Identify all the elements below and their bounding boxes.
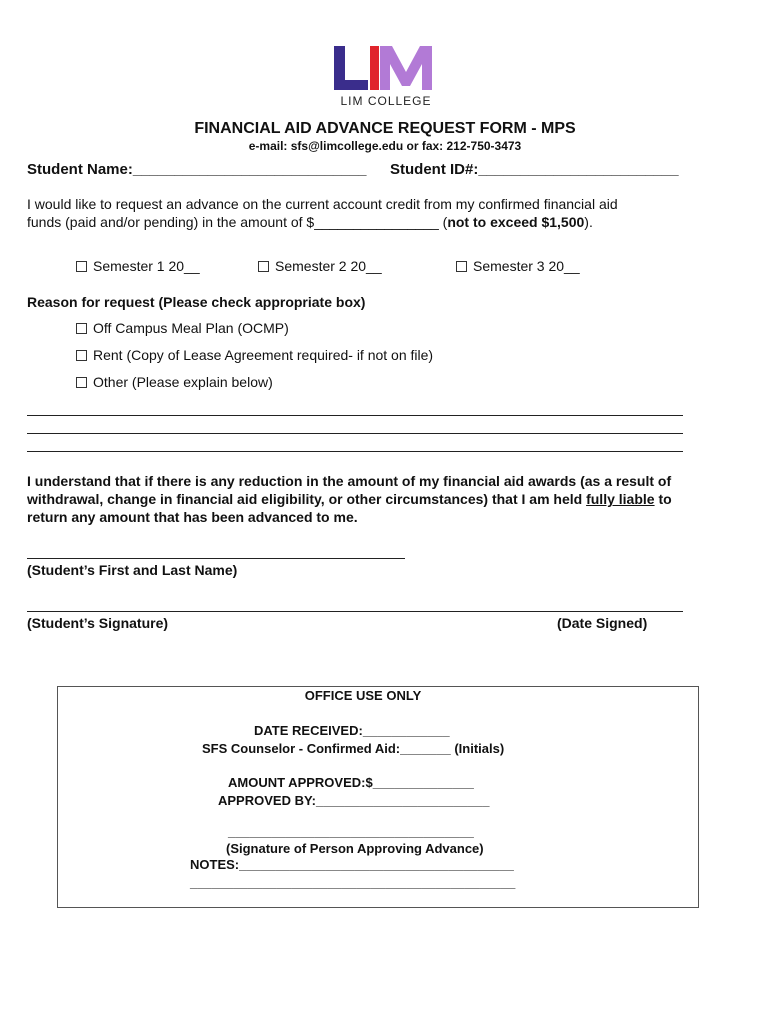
- form-title: FINANCIAL AID ADVANCE REQUEST FORM - MPS: [194, 120, 576, 137]
- counselor-confirmed-field[interactable]: SFS Counselor - Confirmed Aid:_______ (Initials): [202, 741, 505, 756]
- explain-line-2[interactable]: [27, 433, 683, 434]
- checkbox-icon[interactable]: [76, 323, 87, 334]
- reason-option-other[interactable]: [76, 374, 273, 390]
- student-name-field[interactable]: Student Name:____________________________: [27, 161, 367, 178]
- liability-line2-prefix: withdrawal, change in financial aid eligibility, or other circumstances) that I am held: [27, 491, 587, 507]
- first-last-name-label: (Student’s First and Last Name): [27, 562, 238, 578]
- fully-liable-emphasis: fully liable: [586, 491, 655, 507]
- semester-3-label: Semester 3 20__: [473, 258, 580, 274]
- notes-line-2[interactable]: _____________________________________________: [190, 875, 516, 890]
- semester-1-label: Semester 1 20__: [93, 258, 200, 274]
- notes-field[interactable]: NOTES:______________________________________: [190, 857, 514, 872]
- reason-heading: Reason for request (Please check appropriate box): [27, 294, 366, 310]
- student-name-line[interactable]: [27, 558, 405, 559]
- semester-1-option[interactable]: [76, 258, 200, 274]
- approver-signature-label: (Signature of Person Approving Advance): [226, 841, 484, 856]
- date-signed-label: (Date Signed): [557, 615, 648, 631]
- explain-line-1[interactable]: [27, 415, 683, 416]
- approved-by-field[interactable]: APPROVED BY:________________________: [218, 793, 490, 808]
- request-text-prefix: funds (paid and/or pending) in the amount of $________________ (: [27, 214, 448, 230]
- reason-ocmp-label: Off Campus Meal Plan (OCMP): [93, 320, 289, 336]
- request-text-line1: I would like to request an advance on the current account credit from my confirmed financial aid: [27, 196, 618, 212]
- logo-wordmark: LIM COLLEGE: [340, 94, 432, 108]
- amount-approved-field[interactable]: AMOUNT APPROVED:$______________: [228, 775, 474, 790]
- student-signature-label: (Student’s Signature): [27, 615, 169, 631]
- office-heading: OFFICE USE ONLY: [304, 688, 422, 703]
- reason-other-label: Other (Please explain below): [93, 374, 273, 390]
- explain-line-3[interactable]: [27, 451, 683, 452]
- reason-option-ocmp[interactable]: [76, 320, 289, 336]
- contact-info: e-mail: sfs@limcollege.edu or fax: 212-750-3473: [248, 139, 522, 153]
- request-text-line2: [27, 214, 593, 230]
- checkbox-icon[interactable]: [456, 261, 467, 272]
- liability-line2: [27, 491, 672, 507]
- semester-3-option[interactable]: [456, 258, 580, 274]
- semester-2-label: Semester 2 20__: [275, 258, 382, 274]
- liability-line1: I understand that if there is any reduction in the amount of my financial aid awards (as a result of: [27, 473, 672, 489]
- liability-line3: return any amount that has been advanced to me.: [27, 509, 358, 525]
- liability-line2-suffix: to: [654, 491, 672, 507]
- date-received-field[interactable]: DATE RECEIVED:____________: [254, 723, 450, 738]
- checkbox-icon[interactable]: [76, 377, 87, 388]
- student-id-field[interactable]: Student ID#:________________________: [390, 161, 679, 178]
- approver-signature-line[interactable]: __________________________________: [228, 824, 474, 839]
- checkbox-icon[interactable]: [258, 261, 269, 272]
- student-signature-line[interactable]: [27, 611, 683, 612]
- reason-rent-label: Rent (Copy of Lease Agreement required- if not on file): [93, 347, 434, 363]
- max-amount-note: not to exceed $1,500: [447, 214, 585, 230]
- checkbox-icon[interactable]: [76, 350, 87, 361]
- checkbox-icon[interactable]: [76, 261, 87, 272]
- reason-option-rent[interactable]: [76, 347, 433, 363]
- request-text-suffix: ).: [584, 214, 593, 230]
- semester-2-option[interactable]: [258, 258, 382, 274]
